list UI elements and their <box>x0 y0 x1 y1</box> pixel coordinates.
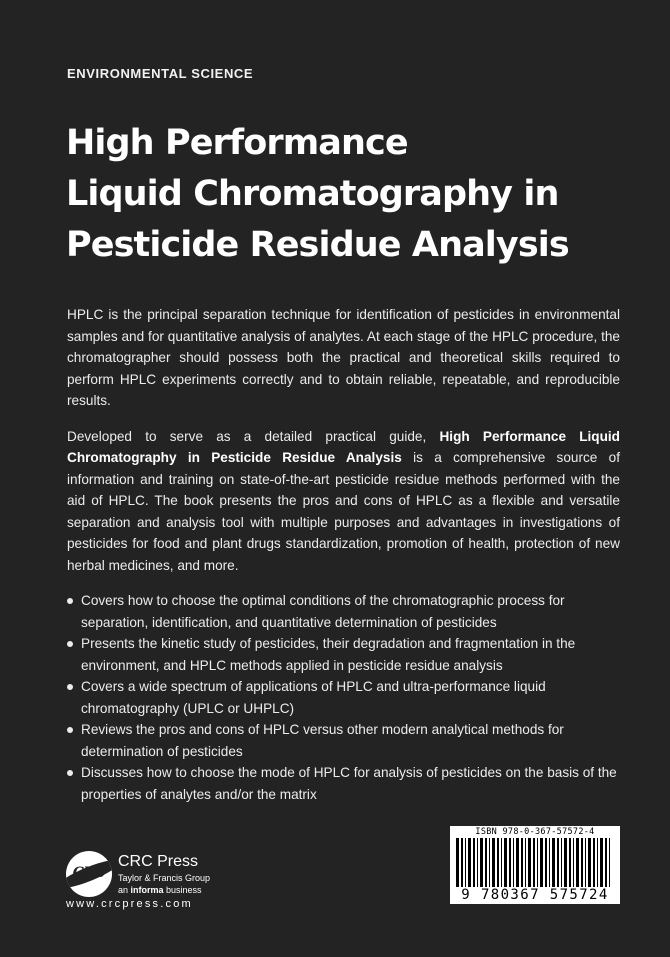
feature-text: Covers a wide spectrum of applications of HPLC and ultra-performance liquid chromatography (UPLC or UHPLC) <box>81 679 546 716</box>
guide-paragraph <box>67 426 620 577</box>
barcode-bar <box>480 838 483 887</box>
barcode-bar <box>492 838 495 887</box>
barcode-bar <box>521 838 523 887</box>
business-brand: informa <box>130 885 164 895</box>
feature-list <box>67 590 620 805</box>
publisher-name: CRC Press <box>118 853 199 870</box>
barcode-bar <box>509 838 511 887</box>
business-prefix: an <box>118 885 131 895</box>
title-line-1: High Performance <box>66 123 408 163</box>
barcode-bar <box>588 838 591 887</box>
barcode-bar <box>593 838 595 887</box>
barcode-bar <box>501 838 502 887</box>
bullet-icon <box>67 598 73 604</box>
barcode-bar <box>557 838 559 887</box>
feature-text: Covers how to choose the optimal conditions of the chromatographic process for separation, identification, and quantitative determination of pesticides <box>81 593 565 630</box>
feature-text: Discusses how to choose the mode of HPLC for analysis of pesticides on the basis of the properties of analytes and/or the matrix <box>81 765 617 802</box>
barcode-digits: 9 780367 575724 <box>461 887 609 903</box>
business-suffix: business <box>163 885 202 895</box>
title-line-2: Liquid Chromatography in <box>66 174 559 214</box>
bullet-icon <box>67 684 73 690</box>
barcode-bar <box>516 838 519 887</box>
barcode-bar <box>468 838 471 887</box>
guide-lead: Developed to serve as a detailed practical guide, <box>67 428 440 444</box>
feature-text: Presents the kinetic study of pesticides, their degradation and fragmentation in the environment, and HPLC methods applied in pesticide residue analysis <box>81 636 576 673</box>
barcode-bar <box>525 838 526 887</box>
barcode-bar <box>456 838 459 887</box>
barcode-bar <box>600 838 603 887</box>
publisher-group: Taylor & Francis Group <box>118 873 211 883</box>
barcode-bar <box>581 838 583 887</box>
barcode-bar <box>477 838 478 887</box>
bullet-icon <box>67 641 73 647</box>
isbn-label: ISBN 978-0-367-57572-4 <box>475 827 595 837</box>
category-label: ENVIRONMENTAL SCIENCE <box>67 66 254 81</box>
barcode-bar <box>597 838 598 887</box>
feature-item <box>67 633 620 676</box>
crc-logo-icon <box>66 851 112 897</box>
barcode-bar <box>513 838 514 887</box>
barcode-bar <box>609 838 610 887</box>
barcode-bar <box>576 838 579 887</box>
isbn-barcode <box>450 826 620 904</box>
feature-item <box>67 762 620 805</box>
title-line-3: Pesticide Residue Analysis <box>66 225 569 265</box>
bullet-icon <box>67 727 73 733</box>
description <box>67 304 620 805</box>
barcode-bar <box>473 838 475 887</box>
guide-book-title: High Performance Liquid Chromatography in Pesticide Residue Analysis <box>67 428 620 465</box>
barcode-bar <box>573 838 574 887</box>
barcode-bar <box>485 838 487 887</box>
barcode-bar <box>504 838 507 887</box>
barcode-bar <box>569 838 571 887</box>
barcode-bar <box>585 838 586 887</box>
bullet-icon <box>67 770 73 776</box>
barcode-bar <box>465 838 466 887</box>
barcode-bar <box>545 838 547 887</box>
barcode-bar <box>489 838 490 887</box>
intro-paragraph: HPLC is the principal separation technique for identification of pesticides in environmental samples and for quantitative analysis of analytes. At each stage of the HPLC procedure, the chromatographer should possess both the practical and theoretical skills required to perform HPLC experiments correctly and to obtain reliable, repeatable, and reproducible results. <box>67 307 620 408</box>
barcode-bar <box>564 838 567 887</box>
publisher-block <box>66 851 286 911</box>
publisher-url: www.crcpress.com <box>66 898 193 910</box>
barcode-bar <box>537 838 538 887</box>
barcode-bar <box>461 838 463 887</box>
barcode-bar <box>528 838 531 887</box>
barcode-bars <box>452 838 618 887</box>
barcode-bar <box>552 838 555 887</box>
barcode-bar <box>540 838 543 887</box>
feature-item <box>67 719 620 762</box>
guide-rest: is a comprehensive source of information and training on state-of-the-art pesticide residue methods performed with the aid of HPLC. The book presents the pros and cons of HPLC as a flexible and versatile separation and analysis tool with multiple purposes and advantages in investigations of pesticides for food and plant drugs standardization, promotion of health, protection of new herbal medicines, and more. <box>67 450 621 573</box>
logo-text: CRC <box>72 865 106 881</box>
barcode-bar <box>561 838 562 887</box>
book-title <box>66 118 626 271</box>
barcode-bar <box>605 838 607 887</box>
barcode-bar <box>533 838 535 887</box>
barcode-bar <box>497 838 499 887</box>
feature-item <box>67 676 620 719</box>
feature-item <box>67 590 620 633</box>
feature-text: Reviews the pros and cons of HPLC versus other modern analytical methods for determination of pesticides <box>81 722 564 759</box>
barcode-bar <box>549 838 550 887</box>
publisher-business <box>118 885 202 895</box>
